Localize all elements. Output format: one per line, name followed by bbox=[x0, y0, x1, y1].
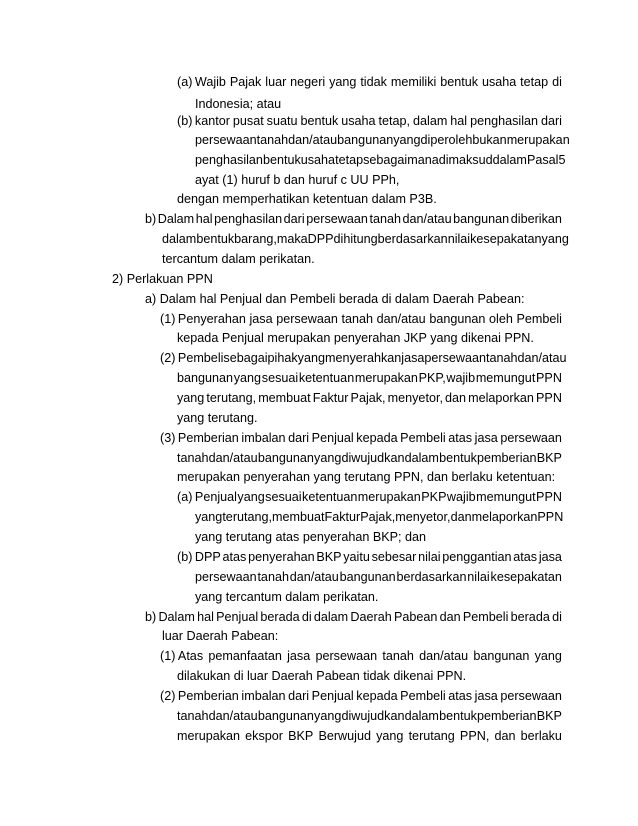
text-line bbox=[177, 728, 562, 744]
word: PPN bbox=[536, 490, 562, 504]
word: menyetor, bbox=[395, 510, 451, 524]
word: jasa bbox=[474, 689, 498, 703]
word: (b) DPP bbox=[177, 550, 221, 564]
word: (1) Penyerahan bbox=[160, 312, 246, 326]
text-line: dilakukan di luar Daerah Pabean tidak dikenai PPN. bbox=[177, 669, 467, 683]
word: (3) Pemberian bbox=[160, 431, 239, 445]
text-line bbox=[160, 430, 562, 446]
word: diperoleh bbox=[420, 133, 473, 147]
text-line: merupakan penyerahan yang terutang PPN, dan berlaku ketentuan: bbox=[177, 470, 556, 484]
text-line bbox=[160, 648, 562, 664]
word: PPN bbox=[536, 391, 562, 405]
word: merupakan bbox=[354, 371, 418, 385]
word: yang bbox=[314, 709, 342, 723]
word: sebagaimana bbox=[363, 153, 439, 167]
word: memiliki bbox=[390, 75, 437, 89]
text-line bbox=[177, 113, 562, 129]
word: ketentuan bbox=[302, 490, 358, 504]
word: di bbox=[552, 75, 562, 89]
word: nilai bbox=[467, 570, 490, 584]
word: PPN, bbox=[459, 729, 490, 743]
word: pemberian bbox=[477, 709, 537, 723]
word: jasa bbox=[401, 351, 425, 365]
word: luar bbox=[265, 75, 287, 89]
word: imbalan bbox=[241, 431, 286, 445]
word: bentuk bbox=[440, 75, 479, 89]
word: yang bbox=[177, 391, 205, 405]
word: dan bbox=[494, 729, 516, 743]
word: usaha bbox=[341, 114, 376, 128]
word: b) bbox=[145, 610, 157, 624]
text-line bbox=[160, 311, 562, 327]
word: wajib bbox=[446, 490, 476, 504]
word: merupakan bbox=[357, 490, 421, 504]
word: PPN bbox=[537, 510, 564, 524]
word: nilai bbox=[418, 550, 441, 564]
word: (b) kantor bbox=[177, 114, 230, 128]
word: Daerah bbox=[350, 610, 392, 624]
word: bangunan bbox=[473, 649, 530, 663]
word: diwujudkan bbox=[341, 451, 405, 465]
word: berdasarkan bbox=[377, 232, 448, 246]
word: yang bbox=[233, 371, 262, 385]
word: persewaan bbox=[424, 351, 487, 365]
word: barang, bbox=[234, 232, 277, 246]
word: di bbox=[552, 610, 562, 624]
word: pemanfaatan bbox=[208, 649, 282, 663]
word: hal bbox=[197, 610, 214, 624]
word: tetap bbox=[520, 75, 549, 89]
word: tanah bbox=[257, 570, 289, 584]
word: dihitung bbox=[333, 232, 378, 246]
word: yang bbox=[376, 729, 404, 743]
word: BKP bbox=[536, 451, 562, 465]
text-line bbox=[145, 211, 562, 227]
word: sebesar bbox=[371, 550, 417, 564]
word: tanah bbox=[177, 451, 209, 465]
word: yang bbox=[195, 510, 223, 524]
word: tetap, bbox=[378, 114, 411, 128]
word: wajib bbox=[446, 371, 476, 385]
word: persewaan bbox=[195, 570, 257, 584]
word: persewaan bbox=[195, 133, 257, 147]
text-line bbox=[177, 489, 562, 505]
word: di bbox=[301, 610, 312, 624]
word: tanah bbox=[341, 312, 374, 326]
word: atas bbox=[222, 550, 247, 564]
word: bangunan bbox=[429, 312, 486, 326]
word: atas bbox=[448, 431, 473, 445]
word: diwujudkan bbox=[341, 709, 405, 723]
text-line: yang tercantum dalam perikatan. bbox=[195, 590, 379, 604]
word: dan/atau bbox=[419, 649, 469, 663]
word: yang bbox=[534, 649, 562, 663]
word: dan/atau bbox=[208, 451, 258, 465]
word: berada bbox=[510, 610, 550, 624]
word: Pajak bbox=[229, 75, 262, 89]
text-line bbox=[160, 688, 562, 704]
text-line bbox=[177, 74, 562, 90]
word: BKP bbox=[536, 709, 562, 723]
text-line bbox=[160, 350, 567, 366]
word: Faktur bbox=[312, 391, 349, 405]
word: bentuk bbox=[439, 709, 477, 723]
word: oleh bbox=[489, 312, 513, 326]
text-line bbox=[195, 509, 562, 525]
word: bukan bbox=[472, 133, 507, 147]
word: sesuai bbox=[265, 490, 302, 504]
word: yang bbox=[329, 75, 357, 89]
word: Pembeli bbox=[400, 431, 446, 445]
word: bangunan bbox=[339, 570, 396, 584]
word: penggantian bbox=[442, 550, 512, 564]
word: yang bbox=[297, 351, 325, 365]
word: Pembeli bbox=[400, 689, 446, 703]
word: dalam bbox=[404, 451, 439, 465]
word: dari bbox=[540, 114, 562, 128]
word: BKP bbox=[288, 729, 314, 743]
word: membuat bbox=[272, 510, 325, 524]
word: yang bbox=[393, 133, 421, 147]
word: penghasilan bbox=[195, 153, 263, 167]
word: jasa bbox=[538, 550, 562, 564]
word: (1) Atas bbox=[160, 649, 204, 663]
word: negeri bbox=[290, 75, 326, 89]
word: terutang, bbox=[222, 510, 273, 524]
word: merupakan bbox=[506, 133, 570, 147]
word: Dalam bbox=[158, 610, 195, 624]
word: membuat bbox=[258, 391, 311, 405]
word: dari bbox=[288, 431, 310, 445]
word: Pajak, bbox=[360, 510, 396, 524]
text-line bbox=[177, 390, 562, 406]
word: yang bbox=[541, 232, 569, 246]
text-line: yang terutang atas penyerahan BKP; dan bbox=[195, 530, 427, 544]
word: bentuk bbox=[300, 114, 339, 128]
word: 5 bbox=[558, 153, 566, 167]
word: nilai bbox=[447, 232, 471, 246]
word: yang bbox=[314, 451, 342, 465]
word: pemberian bbox=[477, 451, 537, 465]
word: maka bbox=[276, 232, 308, 246]
word: berlaku bbox=[520, 729, 562, 743]
word: dan/atau bbox=[208, 709, 258, 723]
word: (2) Pemberian bbox=[160, 689, 239, 703]
word: ekspor bbox=[245, 729, 283, 743]
text-line: a) Dalam hal Penjual dan Pembeli berada di dalam Daerah Pabean: bbox=[145, 292, 525, 306]
word: DPP bbox=[307, 232, 334, 246]
text-line: tercantum dalam perikatan. bbox=[162, 252, 315, 266]
text-line bbox=[195, 152, 566, 168]
word: jasa bbox=[249, 312, 273, 326]
word: bangunan bbox=[453, 212, 510, 226]
word: jasa bbox=[474, 431, 498, 445]
word: Berwujud bbox=[318, 729, 371, 743]
word: persewaan bbox=[500, 689, 562, 703]
word: penyerahan bbox=[248, 550, 315, 564]
text-line: Indonesia; atau bbox=[195, 97, 282, 111]
word: bangunan bbox=[337, 133, 394, 147]
word: pihak bbox=[267, 351, 298, 365]
word: dan/atau bbox=[517, 351, 567, 365]
word: ketentuan bbox=[298, 371, 355, 385]
word: memungut bbox=[476, 490, 536, 504]
word: Dalam bbox=[157, 212, 195, 226]
word: dan/atau bbox=[288, 133, 338, 147]
word: penghasilan bbox=[214, 212, 283, 226]
word: bangunan bbox=[177, 371, 234, 385]
word: tanah bbox=[177, 709, 209, 723]
word: PKP bbox=[421, 490, 447, 504]
word: Penjual bbox=[216, 610, 259, 624]
word: atas bbox=[513, 550, 538, 564]
text-line bbox=[177, 370, 562, 386]
word: Pajak, bbox=[350, 391, 386, 405]
word: kesepakatan bbox=[490, 570, 562, 584]
text-line: 2) Perlakuan PPN bbox=[112, 272, 213, 286]
word: Faktur bbox=[324, 510, 361, 524]
text-line bbox=[145, 609, 562, 625]
word: penghasilan bbox=[470, 114, 539, 128]
word: melaporkan bbox=[468, 391, 534, 405]
word: usaha bbox=[300, 153, 336, 167]
word: b) bbox=[145, 212, 157, 226]
word: bentuk bbox=[196, 232, 235, 246]
word: berada bbox=[260, 610, 300, 624]
word: dalam bbox=[313, 610, 349, 624]
word: tanah bbox=[369, 212, 401, 226]
text-line: ayat (1) huruf b dan huruf c UU PPh, bbox=[195, 173, 400, 187]
word: terutang bbox=[408, 729, 455, 743]
word: dan/atau bbox=[376, 312, 426, 326]
word: bentuk bbox=[439, 451, 477, 465]
word: Penjual bbox=[311, 431, 354, 445]
word: PKP, bbox=[418, 371, 446, 385]
word: Penjual bbox=[311, 689, 354, 703]
word: persewaan bbox=[306, 212, 368, 226]
word: bangunan bbox=[257, 451, 314, 465]
word: usaha bbox=[481, 75, 517, 89]
text-line bbox=[177, 708, 562, 724]
word: diberikan bbox=[510, 212, 562, 226]
text-line bbox=[195, 132, 570, 148]
word: persewaan bbox=[276, 312, 338, 326]
word: Pabean bbox=[393, 610, 438, 624]
word: sebagai bbox=[223, 351, 268, 365]
word: tetap bbox=[335, 153, 364, 167]
text-line: luar Daerah Pabean: bbox=[162, 629, 279, 643]
word: yaitu bbox=[343, 550, 370, 564]
word: kesepakatan bbox=[470, 232, 542, 246]
text-line: dengan memperhatikan ketentuan dalam P3B. bbox=[177, 192, 437, 206]
word: terutang, bbox=[206, 391, 257, 405]
text-line bbox=[162, 231, 569, 247]
word: suatu bbox=[266, 114, 298, 128]
word: yang bbox=[237, 490, 265, 504]
word: dari bbox=[283, 212, 305, 226]
word: tanah bbox=[486, 351, 518, 365]
word: tidak bbox=[360, 75, 387, 89]
word: jasa bbox=[287, 649, 311, 663]
word: memungut bbox=[475, 371, 536, 385]
word: Pasal bbox=[526, 153, 559, 167]
word: merupakan bbox=[177, 729, 241, 743]
word: Pembeli bbox=[462, 610, 509, 624]
word: dalam bbox=[162, 232, 197, 246]
word: menyerahkan bbox=[324, 351, 402, 365]
word: atas bbox=[448, 689, 473, 703]
word: hal bbox=[450, 114, 468, 128]
word: menyetor, bbox=[387, 391, 443, 405]
word: melaporkan bbox=[471, 510, 538, 524]
word: dan bbox=[439, 610, 461, 624]
word: (a) Wajib bbox=[177, 75, 226, 89]
word: Pembeli bbox=[516, 312, 562, 326]
word: dalam bbox=[404, 709, 439, 723]
word: tanah bbox=[382, 649, 414, 663]
word: hal bbox=[195, 212, 213, 226]
word: dalam bbox=[413, 114, 448, 128]
text-line: yang terutang. bbox=[177, 411, 258, 425]
word: bentuk bbox=[262, 153, 301, 167]
word: dan bbox=[450, 510, 472, 524]
word: PPN bbox=[536, 371, 562, 385]
word: dan/atau bbox=[289, 570, 339, 584]
word: (2) Pembeli bbox=[160, 351, 224, 365]
word: pusat bbox=[232, 114, 264, 128]
word: tanah bbox=[256, 133, 289, 147]
word: (a) Penjual bbox=[177, 490, 237, 504]
word: kepada bbox=[356, 689, 398, 703]
word: bangunan bbox=[257, 709, 314, 723]
word: dimaksud bbox=[438, 153, 493, 167]
word: dan bbox=[445, 391, 467, 405]
word: persewaan bbox=[315, 649, 378, 663]
word: dalam bbox=[492, 153, 527, 167]
text-line bbox=[177, 549, 562, 565]
word: dari bbox=[288, 689, 310, 703]
word: imbalan bbox=[241, 689, 286, 703]
text-line bbox=[195, 569, 562, 585]
word: dan/atau bbox=[402, 212, 452, 226]
text-line: kepada Penjual merupakan penyerahan JKP yang dikenai PPN. bbox=[177, 331, 534, 345]
word: berdasarkan bbox=[396, 570, 467, 584]
text-line bbox=[177, 450, 562, 466]
word: BKP bbox=[316, 550, 342, 564]
word: persewaan bbox=[500, 431, 562, 445]
word: kepada bbox=[356, 431, 398, 445]
word: sesuai bbox=[261, 371, 299, 385]
